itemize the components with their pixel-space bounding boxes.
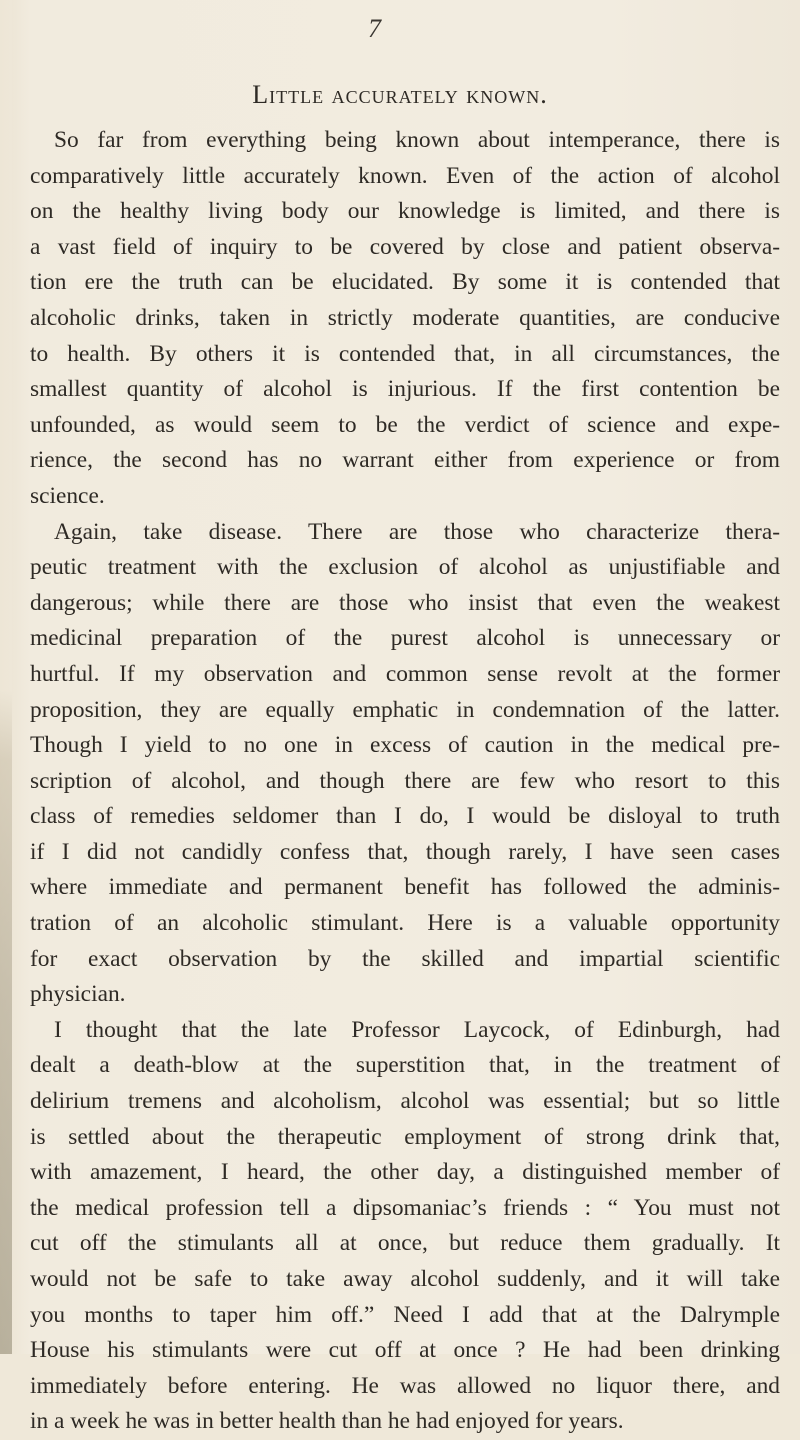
text-line: on the healthy living body our knowledge is limited, and there is xyxy=(30,198,780,225)
text-line: unfounded, as would seem to be the verdict of science and expe- xyxy=(30,411,780,438)
text-line: in a week he was in better health than he had enjoyed for years. xyxy=(30,1408,624,1435)
section-heading: Little accurately known. xyxy=(252,80,548,109)
text-line: physician. xyxy=(30,981,126,1008)
text-line: tration of an alcoholic stimulant. Here is a valuable opportunity xyxy=(30,910,780,937)
text-line: proposition, they are equally emphatic in condemnation of the latter. xyxy=(30,696,780,723)
text-line: Again, take disease. There are those who characterize thera- xyxy=(54,518,780,545)
text-line: rience, the second has no warrant either from experience or from xyxy=(30,447,780,474)
text-line: you months to taper him off.” Need I add that at the Dalrymple xyxy=(30,1301,780,1328)
text-line: immediately before entering. He was allowed no liquor there, and xyxy=(30,1372,780,1399)
text-line: where immediate and permanent benefit has followed the adminis- xyxy=(30,874,780,901)
text-line: is settled about the therapeutic employment of strong drink that, xyxy=(30,1123,780,1150)
text-line: if I did not candidly confess that, though rarely, I have seen cases xyxy=(30,838,780,865)
text-line: Though I yield to no one in excess of caution in the medical pre- xyxy=(30,732,780,759)
text-line: dealt a death-blow at the superstition that, in the treatment of xyxy=(30,1052,780,1079)
text-line: alcoholic drinks, taken in strictly moderate quantities, are conducive xyxy=(30,304,780,331)
text-line: to health. By others it is contended that, in all circumstances, the xyxy=(30,340,780,367)
text-line: with amazement, I heard, the other day, a distinguished member of xyxy=(30,1159,780,1186)
text-line: science. xyxy=(30,482,105,509)
text-line: medicinal preparation of the purest alcohol is unnecessary or xyxy=(30,625,780,652)
text-line: comparatively little accurately known. Even of the action of alcohol xyxy=(30,162,780,189)
text-line: cut off the stimulants all at once, but reduce them gradually. It xyxy=(30,1230,780,1257)
text-line: a vast field of inquiry to be covered by close and patient observa- xyxy=(30,233,780,260)
body-text xyxy=(30,123,780,1440)
text-line: peutic treatment with the exclusion of alcohol as unjustifiable and xyxy=(30,554,780,581)
text-line: smallest quantity of alcohol is injurious. If the first contention be xyxy=(30,376,780,403)
text-line: the medical profession tell a dipsomaniac’s friends : “ You must not xyxy=(30,1194,780,1221)
text-line: hurtful. If my observation and common sense revolt at the former xyxy=(30,660,780,687)
text-line: So far from everything being known about intemperance, there is xyxy=(54,127,780,153)
text-line: dangerous; while there are those who insist that even the weakest xyxy=(30,589,780,616)
text-line: I thought that the late Professor Laycock, of Edinburgh, had xyxy=(54,1016,780,1043)
text-line: class of remedies seldomer than I do, I would be disloyal to truth xyxy=(30,803,780,830)
text-line: scription of alcohol, and though there are few who resort to this xyxy=(30,767,780,794)
text-line: House his stimulants were cut off at once ? He had been drinking xyxy=(30,1337,780,1364)
page-number: 7 xyxy=(368,14,381,43)
text-line: for exact observation by the skilled and impartial scientific xyxy=(30,945,780,972)
page-edge-shadow xyxy=(0,0,12,1354)
text-line: tion ere the truth can be elucidated. By some it is contended that xyxy=(30,269,780,296)
text-line: delirium tremens and alcoholism, alcohol was essential; but so little xyxy=(30,1088,780,1115)
text-line: would not be safe to take away alcohol suddenly, and it will take xyxy=(30,1266,780,1292)
